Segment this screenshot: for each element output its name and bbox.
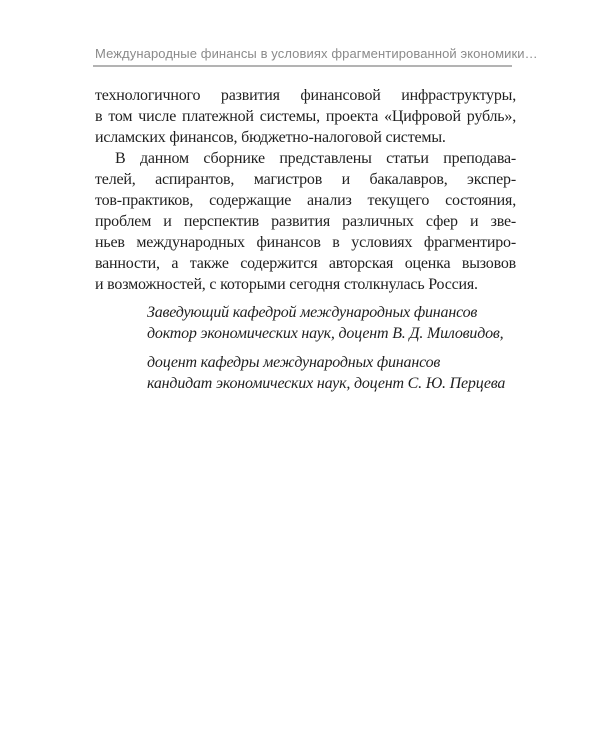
attribution-paragraph bbox=[147, 352, 532, 394]
body-line: технологичного развития финансовой инфраструктуры, bbox=[95, 87, 516, 104]
body-line: и возможностей, с которыми сегодня столкнулась Россия. bbox=[95, 276, 478, 293]
attribution bbox=[147, 302, 532, 394]
header-rule bbox=[93, 65, 512, 67]
body-line: телей, аспирантов, магистров и бакалавров, экспер- bbox=[95, 171, 516, 188]
attribution-line: доктор экономических наук, доцент В. Д. Миловидов, bbox=[147, 325, 504, 342]
body-text bbox=[95, 85, 516, 295]
body-line: исламских финансов, бюджетно-налоговой системы. bbox=[95, 129, 446, 146]
body-line: ванности, а также содержится авторская оценка вызовов bbox=[95, 255, 516, 272]
body-line: в том числе платежной системы, проекта «Цифровой рубль», bbox=[95, 108, 516, 125]
body-line: тов-практиков, содержащие анализ текущего состояния, bbox=[95, 192, 516, 209]
running-head: Международные финансы в условиях фрагментированной экономики… bbox=[95, 46, 538, 61]
body-line: проблем и перспектив развития различных сфер и зве- bbox=[95, 213, 516, 230]
attribution-line: доцент кафедры международных финансов bbox=[147, 354, 441, 371]
attribution-line: Заведующий кафедрой международных финансов bbox=[147, 304, 478, 321]
attribution-paragraph bbox=[147, 302, 532, 344]
body-line: В данном сборнике представлены статьи преподава- bbox=[115, 150, 516, 167]
attribution-line: кандидат экономических наук, доцент С. Ю. Перцева bbox=[147, 375, 506, 392]
body-line: ньев международных финансов в условиях фрагментиро- bbox=[95, 234, 516, 251]
